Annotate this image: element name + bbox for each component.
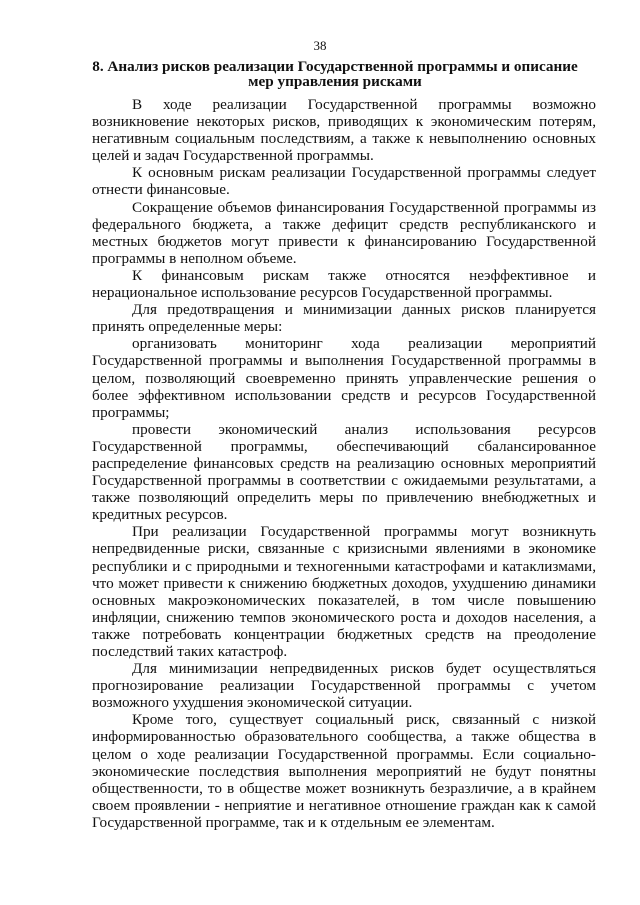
paragraph: Для минимизации непредвиденных рисков будет осуществляться прогнозирование реализации Государственной программы с учетом возможного ухудшения экономической ситуации.: [92, 660, 596, 712]
paragraph: В ходе реализации Государственной программы возможно возникновение некоторых рисков, приводящих к экономическим потерям, негативным социальным последствиям, а также к невыполнению основных целей и задач Государственной программы.: [92, 96, 596, 165]
document-body: [92, 96, 596, 831]
paragraph: Сокращение объемов финансирования Государственной программы из федерального бюджета, а также дефицит средств республиканского и местных бюджетов могут привести к финансированию Государственной программы в неполном объеме.: [92, 198, 596, 267]
paragraph: При реализации Государственной программы могут возникнуть непредвиденные риски, связанные с кризисными явлениями в экономике республики и с природными и техногенными катастрофами и катаклизмами, что может привести к снижению бюджетных доходов, ухудшению динамики основных макроэкономических показателей, в том числе повышению инфляции, снижению темпов экономического роста и доходов населения, а также потребовать концентрации бюджетных средств на преодоление последствий таких катастроф.: [92, 523, 596, 660]
paragraph: К финансовым рискам также относятся неэффективное и нерациональное использование ресурсов Государственной программы.: [92, 266, 596, 302]
paragraph: Кроме того, существует социальный риск, связанный с низкой информированностью образовательного сообщества, а также общества в целом о ходе реализации Государственной программы. Если социально-экономические последствия выполнения мероприятий не будут понятны общественности, то в обществе может возникнуть безразличие, а в крайнем своем проявлении - неприятие и негативное отношение граждан как к самой Государственной программе, так и к отдельным ее элементам.: [92, 711, 596, 831]
page-number: 38: [313, 38, 327, 53]
section-heading: 8. Анализ рисков реализации Государственной программы и описание мер управления рисками: [92, 58, 578, 90]
paragraph: Для предотвращения и минимизации данных рисков планируется принять определенные меры:: [92, 301, 596, 336]
paragraph: провести экономический анализ использования ресурсов Государственной программы, обеспечивающий сбалансированное распределение финансовых средств на реализацию основных мероприятий Государственной программы в соответствии с ожидаемыми результатами, а также позволяющий определить меры по привлечению внебюджетных и кредитных ресурсов.: [92, 420, 596, 524]
paragraph: организовать мониторинг хода реализации мероприятий Государственной программы и выполнения Государственной программы в целом, позволяющий своевременно принять управленческие решения о более эффективном использовании средств и ресурсов Государственной программы;: [92, 335, 596, 421]
paragraph: К основным рискам реализации Государственной программы следует отнести финансовые.: [92, 164, 596, 199]
